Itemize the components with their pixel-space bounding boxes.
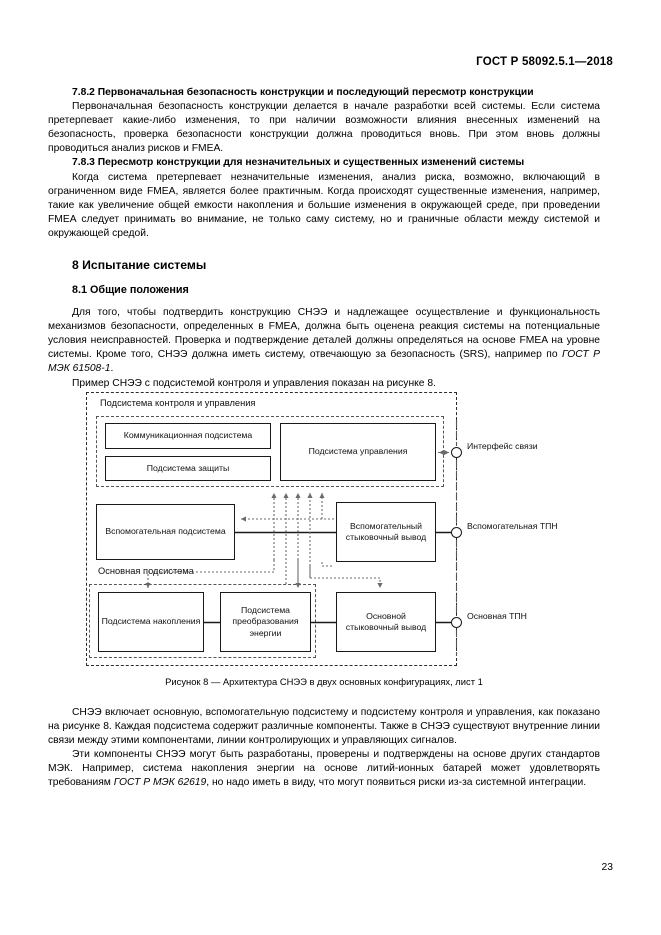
paragraph-after-figure-1: СНЭЭ включает основную, вспомогательную подсистему и подсистему контроля и управления, как показано на рисунке 8. Каждая подсистема содержит различные компоненты. Также в СНЭЭ существуют внутренние линии связи между этими компонентами, линии контролирующих и управляющих сигналов. [48,707,600,747]
document-header-standard-code: ГОСТ Р 58092.5.1—2018 [476,56,613,68]
heading-section-8: 8 Испытание системы [72,258,207,273]
figure-8 [48,388,600,698]
node-protection-subsystem: Подсистема защиты [105,456,271,481]
spacer [48,299,600,306]
body-text-column-after-figure [48,706,600,791]
node-auxiliary-subsystem: Вспомогательная подсистема [96,504,235,560]
paragraph-7-8-2: Первоначальная безопасность конструкции делается в начале разработки всей системы. Если система претерпевает какие-либо изменения, то при наличии возможности влияния внесенных изменений на безопасность, проверка безопасности конструкции должна проводиться вновь. При этом вновь должны проводиться анализ рисков и FMEA. [48,101,600,155]
node-energy-conversion-subsystem: Подсистема преобразования энергии [220,592,311,652]
figure-connectors [48,388,600,673]
port-label-communication-interface-text: Интерфейс связи [467,441,538,451]
port-label-main-tpn-text: Основная ТПН [467,611,527,621]
paragraph-8-1-text-a: Для того, чтобы подтвердить конструкцию СНЭЭ и надлежащее осуществление и функциональность механизмов безопасности, определенных в FMEA, должна быть оценена реакция системы на потенциальные условия неисправностей. Проверка и подтверждение деталей должны определяться на основе FMEA на уровне системы. Кроме того, СНЭЭ должна иметь систему, отвечающую за безопасность (SRS), например по [48,307,600,361]
node-main-docking-output: Основной стыковочный вывод [336,592,436,652]
node-management-subsystem: Подсистема управления [280,423,436,481]
reference-gost-iec-61508-1: ГОСТ Р МЭК 61508-1 [48,349,600,375]
body-text-column [48,86,600,391]
paragraph-8-1-second: Пример СНЭЭ с подсистемой контроля и управления показан на рисунке 8. [72,377,436,389]
group-label-control-subsystem: Подсистема контроля и управления [100,398,256,408]
heading-7-8-2: 7.8.2 Первоначальная безопасность конструкции и последующий пересмотр конструкции [72,87,534,98]
figure-8-caption: Рисунок 8 — Архитектура СНЭЭ в двух основных конфигурациях, лист 1 [165,676,483,687]
paragraph-8-1-text-c: . [110,363,114,375]
node-storage-subsystem: Подсистема накопления [98,592,204,652]
group-label-main-subsystem: Основная подсистема [98,566,194,576]
page-number: 23 [601,862,613,873]
node-communication-subsystem: Коммуникационная подсистема [105,423,271,449]
paragraph-7-8-3: Когда система претерпевает незначительные изменения, анализ риска, возможно, включающий в ограниченном виде FMEA, является более практичным. Когда происходят существенные изменения, например, такие как увеличение общей емкости накопления и большие изменения в окружающей среде, при проведении FMEA следует принимать во внимание, не только саму систему, но и граничные области между системой и окружающей средой. [48,171,600,239]
paragraph-after-figure-2 [48,748,600,790]
paragraph-after-figure-2-text-c: , но надо иметь в виду, что могут появиться риски из-за системной интеграции. [206,777,587,789]
heading-7-8-3: 7.8.3 Пересмотр конструкции для незначительных и существенных изменений системы [72,157,525,169]
figure-8-canvas [48,388,600,673]
heading-section-8-1: 8.1 Общие положения [72,284,189,297]
paragraph-after-figure-2-text-a: Эти компоненты СНЭЭ могут быть разработаны, проверены и подтверждены на основе других стандартов МЭК. Например, система накопления энергии на основе литий-ионных батарей может удовлетворять требованиям [48,749,600,789]
port-label-auxiliary-tpn-text: Вспомогательная ТПН [467,521,558,531]
paragraph-8-1-first [48,306,600,376]
reference-gost-iec-62619: ГОСТ Р МЭК 62619 [113,777,207,789]
node-auxiliary-docking-output: Вспомогательный стыковочный вывод [336,502,436,562]
